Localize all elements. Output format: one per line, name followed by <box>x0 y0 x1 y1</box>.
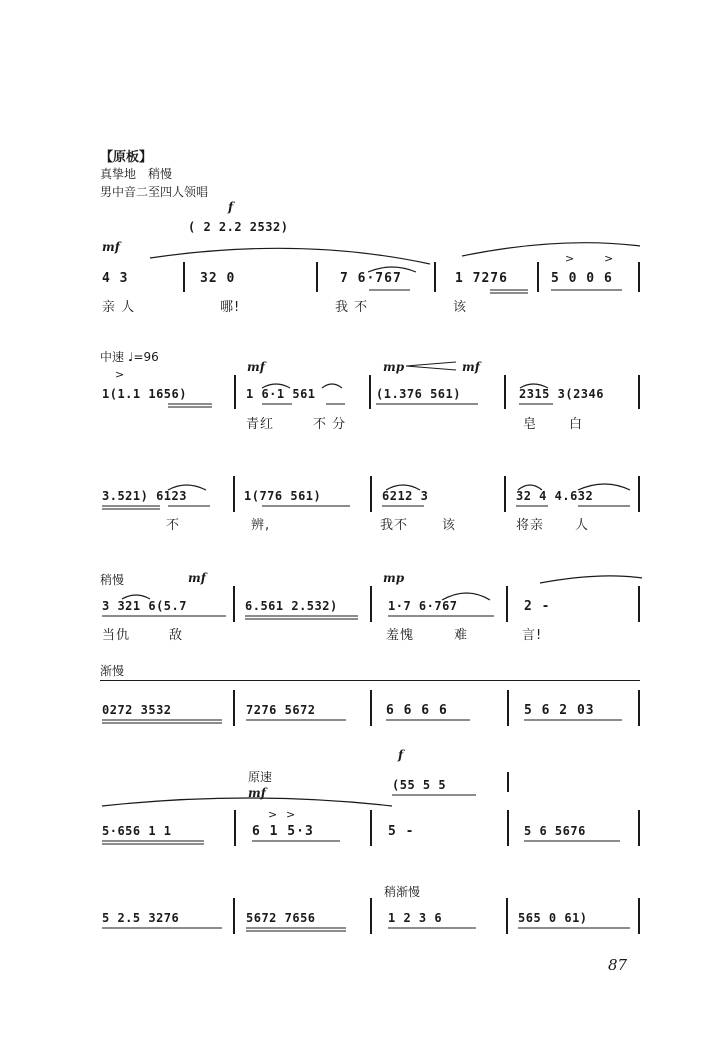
lyric: 我不 <box>380 518 409 533</box>
intro-notes: ( 2 2.2 2532) <box>188 220 289 234</box>
tie <box>122 595 150 599</box>
measure-notes: (1.376 561) <box>376 387 461 401</box>
lyric: 我 不 <box>335 300 369 315</box>
slur <box>462 243 640 256</box>
lyric: 敌 <box>169 628 184 643</box>
lyric: 亲 人 <box>102 300 136 315</box>
tie <box>168 485 206 490</box>
dynamic-f: f <box>398 748 404 762</box>
dynamic-f: f <box>228 200 234 214</box>
measure-notes: 6 6 6 6 <box>386 703 448 718</box>
tie <box>322 384 342 388</box>
slur <box>150 248 430 264</box>
svg-text:>: > <box>115 368 125 381</box>
measure-notes: 6212 3 <box>382 489 429 503</box>
lyric: 皂 <box>523 417 538 432</box>
lyric: 不 分 <box>313 417 347 432</box>
measure-notes: 32 4 4.632 <box>516 489 594 503</box>
measure-notes: 1 7276 <box>455 271 508 286</box>
measure-notes: 5 0 0 6 <box>551 271 613 286</box>
tie <box>442 593 490 600</box>
svg-text:>: > <box>286 808 296 821</box>
measure-notes: 6 1 5·3 <box>252 824 314 839</box>
lyric: 人 <box>575 518 590 533</box>
measure-notes: 4 3 <box>102 271 129 286</box>
tempo-marking: 渐慢 <box>100 664 125 678</box>
measure-notes: 0272 3532 <box>102 703 172 717</box>
voice-assignment: 男中音二至四人领唱 <box>100 185 209 199</box>
lyric: 该 <box>453 300 468 315</box>
measure-notes: 5·656 1 1 <box>102 824 172 838</box>
lyric: 白 <box>569 417 584 432</box>
tie <box>578 484 630 490</box>
tempo-marking: 中速 ♩=96 <box>100 350 159 364</box>
measure-notes: 5 6 5676 <box>524 824 586 838</box>
dynamic-mf: mf <box>462 360 480 374</box>
lyric: 将亲 <box>516 518 545 533</box>
measure-notes: 565 0 61) <box>518 911 588 925</box>
measure-notes: 7276 5672 <box>246 703 316 717</box>
lyric: 难 <box>454 628 469 643</box>
measure-notes: 1 6·1 561 <box>246 387 316 401</box>
tempo-marking: 稍慢 <box>100 573 125 587</box>
lyric: 青红 <box>246 417 275 432</box>
slur <box>102 798 392 806</box>
lyric: 该 <box>442 518 457 533</box>
tempo-marking: 稍渐慢 <box>384 885 421 899</box>
measure-notes: 5 2.5 3276 <box>102 911 180 925</box>
slur <box>540 576 642 583</box>
lyric: 羞愧 <box>386 628 415 643</box>
measure-notes: 2315 3(2346 <box>519 387 604 401</box>
dynamic-mp: mp <box>383 571 405 585</box>
measure-notes: 2 - <box>524 599 551 614</box>
lyric: 哪! <box>220 300 241 315</box>
svg-text:>: > <box>604 252 614 265</box>
dynamic-mf: mf <box>102 240 120 254</box>
tempo-marking: 原速 <box>248 770 273 784</box>
section-title: 【原板】 <box>100 150 153 165</box>
measure-notes: 3.521) 6123 <box>102 489 187 503</box>
tie <box>262 384 290 388</box>
dynamic-mf: mf <box>248 786 266 800</box>
lyric: 辨, <box>251 518 271 533</box>
dynamic-mf: mf <box>247 360 265 374</box>
measure-notes: 5 6 2 03 <box>524 703 595 718</box>
dynamic-mf: mf <box>188 571 206 585</box>
measure-notes: 1(776 561) <box>244 489 322 503</box>
svg-text:>: > <box>268 808 278 821</box>
page-number: 87 <box>608 956 628 974</box>
lyric: 不 <box>166 518 181 533</box>
measure-notes: 6.561 2.532) <box>245 599 338 613</box>
expression-mark: 真挚地 稍慢 <box>100 167 173 181</box>
tie <box>368 267 416 272</box>
measure-notes: 5672 7656 <box>246 911 316 925</box>
measure-notes: 5 - <box>388 824 415 839</box>
measure-notes: 32 0 <box>200 271 236 286</box>
lyric: 言! <box>522 628 543 643</box>
tie <box>518 485 542 490</box>
measure-notes: 3 321 6(5.7 <box>102 599 187 613</box>
dynamic-mp: mp <box>383 360 405 374</box>
tie <box>386 485 420 490</box>
measure-notes: 7 6·767 <box>340 271 402 286</box>
measure-notes: 1(1.1 1656) <box>102 387 187 401</box>
lyric: 当仇 <box>102 628 131 643</box>
upper-part-notes: (55 5 5 <box>392 778 447 792</box>
svg-text:>: > <box>565 252 575 265</box>
measure-notes: 1·7 6·767 <box>388 599 458 613</box>
tie <box>520 384 548 388</box>
measure-notes: 1 2 3 6 <box>388 911 443 925</box>
